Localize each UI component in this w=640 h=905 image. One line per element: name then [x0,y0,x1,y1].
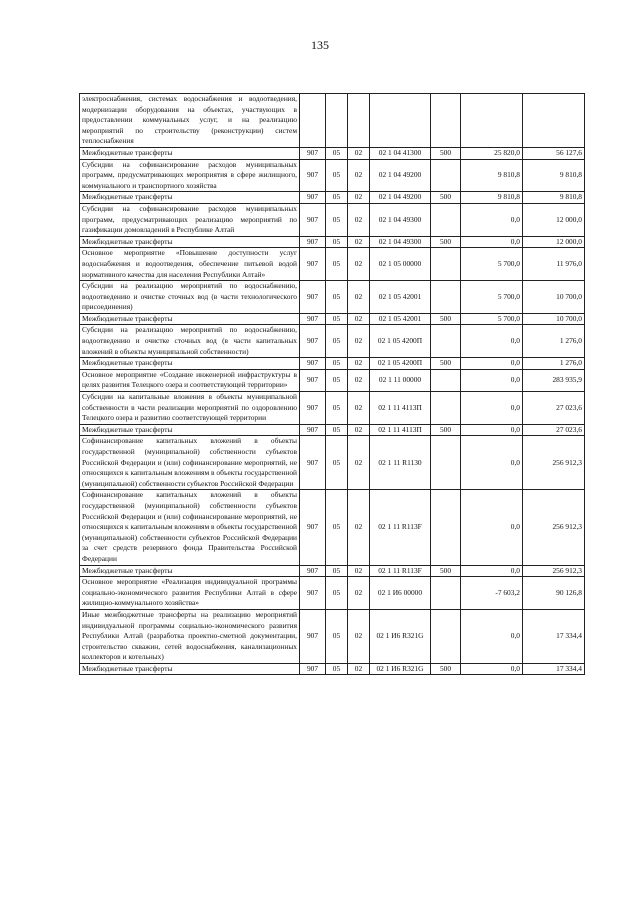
table-row [80,313,585,325]
subsection-code: 02 [348,192,370,204]
subsection-code: 02 [348,663,370,675]
target-article-code: 02 1 05 4200П [370,358,431,370]
section-code [326,94,348,148]
target-article-code: 02 1 И6 00000 [370,577,431,610]
admin-code [300,94,326,148]
target-article-code: 02 1 11 R113F [370,565,431,577]
subsection-code: 02 [348,565,370,577]
row-description: Основное мероприятие «Создание инженерной инфраструктуры в целях развития Телецкого озера и соответствующей территории» [80,369,300,391]
table-row [80,663,585,675]
amount-change: 0,0 [461,424,523,436]
table-row [80,147,585,159]
expense-type-code: 500 [431,147,461,159]
row-description: Межбюджетные трансферты [80,565,300,577]
expense-type-code: 500 [431,663,461,675]
amount-total [523,94,585,148]
table-row [80,358,585,370]
amount-change: 0,0 [461,325,523,358]
row-description: Межбюджетные трансферты [80,147,300,159]
admin-code: 907 [300,203,326,236]
section-code: 05 [326,192,348,204]
section-code: 05 [326,236,348,248]
admin-code: 907 [300,369,326,391]
expense-type-code [431,369,461,391]
row-description: Межбюджетные трансферты [80,313,300,325]
expense-type-code: 500 [431,565,461,577]
row-description: Основное мероприятие «Повышение доступности услуг водоснабжения и водоотведения, обеспечение питьевой водой нормативного качества для населения Республики Алтай» [80,248,300,281]
subsection-code: 02 [348,203,370,236]
expense-type-code [431,281,461,314]
amount-change: 5 700,0 [461,281,523,314]
admin-code: 907 [300,436,326,490]
section-code: 05 [326,436,348,490]
section-code: 05 [326,577,348,610]
expense-type-code: 500 [431,192,461,204]
section-code: 05 [326,490,348,565]
section-code: 05 [326,159,348,192]
target-article-code: 02 1 05 00000 [370,248,431,281]
section-code: 05 [326,358,348,370]
subsection-code: 02 [348,358,370,370]
expense-type-code: 500 [431,424,461,436]
amount-change: 5 700,0 [461,248,523,281]
amount-change: 25 820,0 [461,147,523,159]
admin-code: 907 [300,565,326,577]
expense-type-code [431,203,461,236]
amount-change: 5 700,0 [461,313,523,325]
section-code: 05 [326,281,348,314]
subsection-code: 02 [348,236,370,248]
amount-change: 0,0 [461,236,523,248]
admin-code: 907 [300,313,326,325]
amount-change: -7 603,2 [461,577,523,610]
table-row [80,281,585,314]
table-row [80,436,585,490]
row-description: Межбюджетные трансферты [80,663,300,675]
target-article-code: 02 1 05 42001 [370,313,431,325]
amount-total: 27 023,6 [523,424,585,436]
amount-change: 9 810,8 [461,159,523,192]
amount-change: 0,0 [461,490,523,565]
expense-type-code [431,577,461,610]
admin-code: 907 [300,147,326,159]
expense-type-code [431,490,461,565]
row-description: Субсидии на софинансирование расходов муниципальных программ, предусматривающих реализацию мероприятий по газификации домовладений в Республике Алтай [80,203,300,236]
row-description: Межбюджетные трансферты [80,192,300,204]
section-code: 05 [326,565,348,577]
amount-change: 0,0 [461,369,523,391]
target-article-code: 02 1 05 42001 [370,281,431,314]
subsection-code: 02 [348,392,370,425]
row-description: Софинансирование капитальных вложений в объекты государственной (муниципальной) собственности субъектов Российской Федерации и (или) софинансирование мероприятий, не относящихся к капитальным вложениям в объекты государственной (муниципальной) собственности субъектов Российской Федерации [80,436,300,490]
table-row [80,577,585,610]
amount-total: 283 935,9 [523,369,585,391]
table-row [80,248,585,281]
table-row [80,192,585,204]
amount-change: 0,0 [461,203,523,236]
target-article-code: 02 1 11 4113П [370,392,431,425]
table-row [80,325,585,358]
section-code: 05 [326,663,348,675]
table-row [80,203,585,236]
amount-change: 0,0 [461,663,523,675]
amount-total: 11 976,0 [523,248,585,281]
admin-code: 907 [300,490,326,565]
subsection-code [348,94,370,148]
amount-total: 256 912,3 [523,436,585,490]
row-description: Субсидии на софинансирование расходов муниципальных программ, предусматривающих мероприятия в сфере жилищного, коммунального и транспортного хозяйства [80,159,300,192]
amount-change: 0,0 [461,392,523,425]
amount-total: 17 334,4 [523,663,585,675]
subsection-code: 02 [348,436,370,490]
target-article-code: 02 1 11 00000 [370,369,431,391]
admin-code: 907 [300,577,326,610]
row-description: электроснабжения, системах водоснабжения и водоотведения, модернизации оборудования на объектах, участвующих в предоставлении коммунальных услуг, и на реализацию мероприятий по строительству (реконструкции) систем теплоснабжения [80,94,300,148]
target-article-code [370,94,431,148]
amount-change: 0,0 [461,609,523,663]
target-article-code: 02 1 И6 R321G [370,663,431,675]
amount-change: 0,0 [461,358,523,370]
row-description: Межбюджетные трансферты [80,358,300,370]
expense-type-code: 500 [431,313,461,325]
table-row [80,609,585,663]
subsection-code: 02 [348,369,370,391]
target-article-code: 02 1 04 49200 [370,159,431,192]
budget-table [79,93,585,675]
target-article-code: 02 1 04 49300 [370,236,431,248]
table-row [80,565,585,577]
amount-total: 256 912,3 [523,565,585,577]
target-article-code: 02 1 11 4113П [370,424,431,436]
target-article-code: 02 1 11 R113F [370,490,431,565]
admin-code: 907 [300,248,326,281]
target-article-code: 02 1 04 49200 [370,192,431,204]
table-row [80,159,585,192]
section-code: 05 [326,609,348,663]
admin-code: 907 [300,358,326,370]
amount-total: 10 700,0 [523,281,585,314]
expense-type-code [431,248,461,281]
expense-type-code: 500 [431,358,461,370]
admin-code: 907 [300,424,326,436]
amount-total: 17 334,4 [523,609,585,663]
amount-total: 56 127,6 [523,147,585,159]
subsection-code: 02 [348,248,370,281]
expense-type-code [431,392,461,425]
subsection-code: 02 [348,577,370,610]
table-row [80,236,585,248]
target-article-code: 02 1 04 41300 [370,147,431,159]
target-article-code: 02 1 04 49300 [370,203,431,236]
expense-type-code [431,94,461,148]
table-row [80,94,585,148]
amount-total: 256 912,3 [523,490,585,565]
section-code: 05 [326,424,348,436]
admin-code: 907 [300,159,326,192]
admin-code: 907 [300,663,326,675]
row-description: Межбюджетные трансферты [80,236,300,248]
subsection-code: 02 [348,325,370,358]
section-code: 05 [326,203,348,236]
subsection-code: 02 [348,313,370,325]
table-row [80,369,585,391]
row-description: Межбюджетные трансферты [80,424,300,436]
amount-total: 27 023,6 [523,392,585,425]
subsection-code: 02 [348,159,370,192]
amount-total: 12 000,0 [523,236,585,248]
amount-change: 0,0 [461,565,523,577]
target-article-code: 02 1 05 4200П [370,325,431,358]
row-description: Субсидии на реализацию мероприятий по водоснабжению, водоотведению и очистке сточных вод (в части технологического присоединения) [80,281,300,314]
amount-total: 9 810,8 [523,192,585,204]
amount-total: 1 276,0 [523,358,585,370]
amount-change: 0,0 [461,436,523,490]
subsection-code: 02 [348,490,370,565]
amount-change: 9 810,8 [461,192,523,204]
expense-type-code [431,325,461,358]
section-code: 05 [326,248,348,281]
expense-type-code [431,436,461,490]
row-description: Софинансирование капитальных вложений в объекты государственной (муниципальной) собственности субъектов Российской Федерации и (или) софинансирование мероприятий, не относящихся к капитальным вложениям в объекты государственной (муниципальной) собственности субъектов Российской Федерации за счет средств резервного фонда Правительства Российской Федерации [80,490,300,565]
amount-change [461,94,523,148]
section-code: 05 [326,147,348,159]
subsection-code: 02 [348,281,370,314]
admin-code: 907 [300,325,326,358]
target-article-code: 02 1 И6 R321G [370,609,431,663]
table-row [80,424,585,436]
admin-code: 907 [300,236,326,248]
subsection-code: 02 [348,147,370,159]
subsection-code: 02 [348,424,370,436]
row-description: Иные межбюджетные трансферты на реализацию мероприятий индивидуальной программы социально-экономического развития Республики Алтай (разработка проектно-сметной документации, строительство скважин, сетей водоснабжения, канализационных коллекторов и котельных) [80,609,300,663]
amount-total: 10 700,0 [523,313,585,325]
admin-code: 907 [300,192,326,204]
amount-total: 12 000,0 [523,203,585,236]
amount-total: 9 810,8 [523,159,585,192]
table-body [80,94,585,675]
expense-type-code [431,609,461,663]
expense-type-code [431,159,461,192]
subsection-code: 02 [348,609,370,663]
expense-type-code: 500 [431,236,461,248]
section-code: 05 [326,313,348,325]
row-description: Субсидии на реализацию мероприятий по водоснабжению, водоотведению и очистке сточных вод (в части капитальных вложений в объекты муниципальной собственности) [80,325,300,358]
admin-code: 907 [300,392,326,425]
amount-total: 90 126,8 [523,577,585,610]
table-row [80,490,585,565]
section-code: 05 [326,325,348,358]
target-article-code: 02 1 11 R1130 [370,436,431,490]
amount-total: 1 276,0 [523,325,585,358]
page-number: 135 [311,38,329,52]
section-code: 05 [326,392,348,425]
row-description: Субсидии на капитальные вложения в объекты муниципальной собственности в части реализации мероприятий по оздоровлению Телецкого озера и развитию соответствующей территории [80,392,300,425]
table-row [80,392,585,425]
admin-code: 907 [300,609,326,663]
admin-code: 907 [300,281,326,314]
section-code: 05 [326,369,348,391]
row-description: Основное мероприятие «Реализация индивидуальной программы социально-экономического развития Республики Алтай в сфере жилищно-коммунального хозяйства» [80,577,300,610]
